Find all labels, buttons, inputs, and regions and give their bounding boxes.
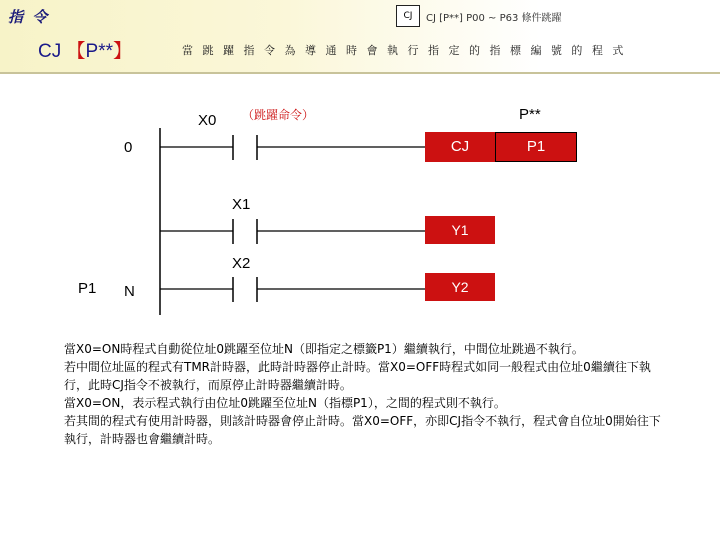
pointer-header: P**: [519, 106, 541, 123]
x0-label: X0: [198, 112, 217, 129]
description-line: 若中間位址區的程式有TMR計時器，此時計時器停止計時。當X0=OFF時程式如同一般程式由位址0繼續往下執行，此時CJ指令不被執行，而原停止計時器繼續計時。: [64, 360, 651, 392]
description-line: 當X0=ON，表示程式執行由位址0跳躍至位址N（指標P1），之間的程式則不執行。: [64, 396, 506, 410]
title-pointer: P**: [85, 41, 113, 62]
title-bracket-close: 】: [112, 41, 132, 62]
description: [64, 340, 664, 448]
title-main: CJ: [38, 41, 67, 62]
reference-cj-box: CJ: [396, 5, 420, 27]
cj-instruction-box: CJ: [425, 132, 495, 162]
p1-label: P1: [78, 280, 97, 297]
x2-label: X2: [232, 255, 251, 272]
p1-pointer-box: P1: [495, 132, 577, 162]
jump-command-note: （跳躍命令）: [242, 108, 315, 122]
step-0-label: 0: [124, 139, 133, 156]
page-subtitle: 當 跳 躍 指 令 為 導 通 時 會 執 行 指 定 的 指 標 編 號 的 程 式: [182, 44, 627, 57]
title-bracket-open: 【: [66, 41, 86, 62]
description-line: 當X0=ON時程式自動從位址0跳躍至位址N（即指定之標籤P1）繼續執行，中間位址跳過不執行。: [64, 342, 584, 356]
n-label: N: [124, 283, 135, 300]
x1-label: X1: [232, 196, 251, 213]
y1-coil: Y1: [425, 216, 495, 244]
section-label: 指 令: [8, 8, 50, 26]
reference-text: CJ [P**] P00 ~ P63 條件跳躍: [426, 13, 562, 24]
y2-coil: Y2: [425, 273, 495, 301]
description-line: 若其間的程式有使用計時器，則該計時器會停止計時。當X0=OFF，亦即CJ指令不執行，程式會自位址0開始往下執行，計時器也會繼續計時。: [64, 414, 661, 446]
